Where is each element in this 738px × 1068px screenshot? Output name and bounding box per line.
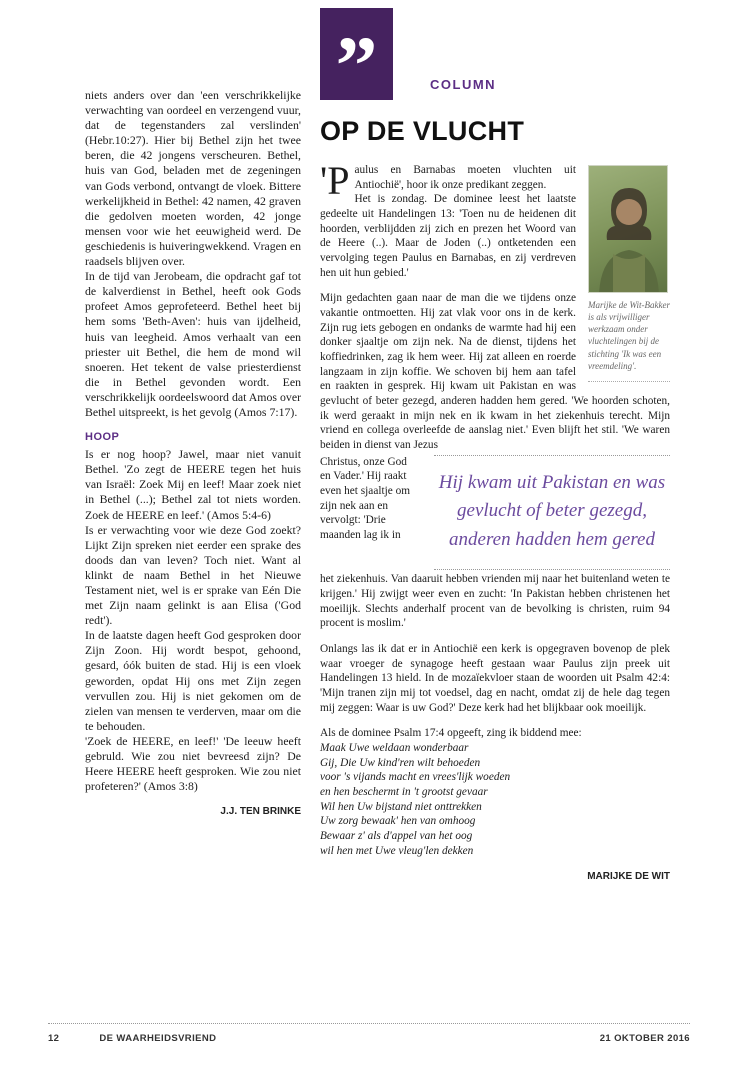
article-paragraph: In de laatste dagen heeft God gesproken door Zijn Zoon. Hij wordt bespot, gehoond, gesard, óók buiten de stad. Hij is een vloek geworden, opdat Hij ons met Zijn zegen vervullen zou. Hij is niet gekomen om de zielen van mensen te verderven, maar om die te behouden. bbox=[85, 628, 301, 733]
column-paragraph: Mijn gedachten gaan naar de man die we tijdens onze vakantie ontmoetten. Hij zat vlak voor ons in de kerk. Zijn rug iets gebogen en ondanks de warmte had hij een donker sjaaltje om zijn nek. Na de dienst, tijdens het koffiedrinken, zag ik hem weer. Hij zat alleen en roerde langzaam in zijn koffie. We schoven bij hem aan tafel en raakten in gesprek. Hij kwam uit Pakistan en was gevlucht of beter gezegd, anderen hadden hem gered. 'We hoorden schoten, ik werd geraakt in mijn nek en ik kwam in het ziekenhuis terecht. Mijn vriend en collega overleefde de aanslag niet.' Even blijft het stil. 'We waren beiden in dienst van Jezus bbox=[320, 292, 670, 452]
left-article-column bbox=[85, 88, 301, 819]
article-paragraph: niets anders over dan 'een verschrikkelijke verwachting van oordeel en verzengend vuur, dat de tegenstanders zal verslinden' (Hebr.10:27). Hier bij Bethel zijn het twee beren, die 42 jongens verscheuren. Bethel, huis van God, beladen met de zegeningen van Gods verbond, ontvangt de vloek. Bittere werkelijkheid in Bethel: 42 namen, 42 graven die gedolven moeten worden, 42 jonge mensen voor wie het eeuwigheid werd. De geschiedenis is huiveringwekkend. Vragen en raadsels blijven over. bbox=[85, 88, 301, 269]
poem-lead: Als de dominee Psalm 17:4 opgeeft, zing ik biddend mee: bbox=[320, 727, 582, 740]
author-photo-figure bbox=[588, 165, 670, 382]
article-paragraph: 'Zoek de HEERE, en leef!' 'De leeuw heeft gebruld. Wie zou niet bevreesd zijn? De Heere HEERE heeft gesproken. Wie zou niet profeteren?' (Amos 3:8) bbox=[85, 733, 301, 794]
column-kicker: COLUMN bbox=[430, 77, 497, 92]
poem-line: Maak Uwe weldaan wonderbaar bbox=[320, 741, 469, 754]
issue-date: 21 OKTOBER 2016 bbox=[599, 1033, 690, 1044]
column-paragraph: Onlangs las ik dat er in Antiochië een kerk is opgegraven bovenop de plek waar vroeger de synagoge heeft gestaan waar Paulus zijn preek uit Handelingen 13 hield. In de mozaïekvloer staan de woorden uit Psalm 42:4: 'Mijn tranen zijn mij tot voedsel, dag en nacht, omdat zij de hele dag tegen mij zeggen: Waar is uw God?' Deze kerk had het blijkbaar ook moeilijk. bbox=[320, 642, 670, 714]
psalm-poem bbox=[320, 741, 670, 858]
column-body bbox=[320, 158, 670, 883]
page-footer bbox=[48, 1023, 690, 1044]
quote-mark-block bbox=[320, 8, 393, 100]
column-author: MARIJKE DE WIT bbox=[587, 871, 670, 883]
column-paragraph: Het is zondag. De dominee leest het laatste gedeelte uit Handelingen 13: 'Toen nu de heidenen dit hoorden, verblijdden zij zich en prezen het Woord van de Heere (..). Maar de Joden (..) ontketenden een vervolging tegen Paulus en Barnabas, en zij verdreven hen uit hun gebied.' bbox=[320, 193, 576, 279]
poem-line: voor 's vijands macht en vrees'lijk woeden bbox=[320, 771, 511, 784]
column-paragraph-narrow: Christus, onze God en Vader.' Hij raakt even het sjaaltje om zijn nek aan en vervolgt: 'Drie maanden lag ik in bbox=[320, 455, 411, 542]
column-paragraph: het ziekenhuis. Van daaruit hebben vrienden mij naar het buitenland weten te krijgen.' Hij zwijgt weer even en zucht: 'In Pakistan hebben christenen het moeilijk. Slechts anderhalf procent van de bevolking is christen, ruim 94 procent is moslim.' bbox=[320, 573, 670, 630]
photo-caption: Marijke de Wit-Bakker is als vrijwilliger werkzaam onder vluchtelingen bij de stichting 'Ik was een vreemdeling'. bbox=[588, 299, 670, 382]
column-header bbox=[320, 8, 670, 100]
poem-line: Gij, Die Uw kind'ren wilt behoeden bbox=[320, 756, 481, 769]
page-number: 12 bbox=[48, 1033, 60, 1044]
section-heading-hoop: HOOP bbox=[85, 431, 120, 444]
poem-line: en hen beschermt in 't grootst gevaar bbox=[320, 786, 488, 798]
poem-line: Uw zorg bewaak' hen van omhoog bbox=[320, 815, 476, 828]
pullquote-row bbox=[320, 455, 670, 571]
article-paragraph: In de tijd van Jerobeam, die opdracht gaf tot de kalverdienst in Bethel, heeft ook Gods profeet Amos geprofeteerd. Bethel heet bij hem soms 'Beth-Aven': huis van ijdelheid, huis van leegheid. Amos verhaalt van een priester uit Bethel, die hem de mond wil snoeren. Het tekent de valse priesterdienst die in Bethel gevonden wordt. Een verschrikkelijk oordeelswoord dat Amos over Bethel uitspreekt, is het gevolg (Amos 7:17). bbox=[85, 269, 301, 419]
article-paragraph: Is er verwachting voor wie deze God zoekt? Lijkt Zijn spreken niet eerder een sprake des doods dan van leven? Toch niet. Want al klinkt de naam Bethel in het Nieuwe Testament niet, wel is er sprake van Eén Die met Zijn naam gelinkt is aan Elisa ('God redt'). bbox=[85, 522, 301, 628]
portrait-photo bbox=[588, 165, 668, 293]
portrait-silhouette bbox=[589, 166, 668, 293]
poem-line: Bewaar z' als d'appel van het oog bbox=[320, 830, 473, 843]
intro-text: aulus en Barnabas moeten vluchten uit Antiochië', hoor ik onze predikant zeggen. bbox=[354, 164, 576, 191]
column-article bbox=[320, 8, 670, 883]
magazine-name: DE WAARHEIDSVRIEND bbox=[99, 1033, 217, 1044]
poem-line: Wil hen Uw bijstand niet onttrekken bbox=[320, 800, 482, 813]
quote-mark-icon: ” bbox=[335, 20, 378, 100]
dropcap: 'P bbox=[320, 158, 350, 203]
pull-quote: Hij kwam uit Pakistan en was gevlucht of beter gezegd, anderen hadden hem gered bbox=[434, 455, 670, 571]
poem-line: wil hen met Uwe vleug'len dekken bbox=[320, 844, 474, 857]
article-paragraph: Is er nog hoop? Jawel, maar niet vanuit Bethel. 'Zo zegt de HEERE tegen het huis van Israël: Zoek Mij en leef! Maar zoek niet in Bethel (...); Bethel zal tot niets worden. Zoek de HEERE en leef.' (Amos 5:4-6) bbox=[85, 447, 301, 522]
column-title: OP DE VLUCHT bbox=[320, 116, 525, 146]
article-author: J.J. TEN BRINKE bbox=[220, 806, 301, 818]
